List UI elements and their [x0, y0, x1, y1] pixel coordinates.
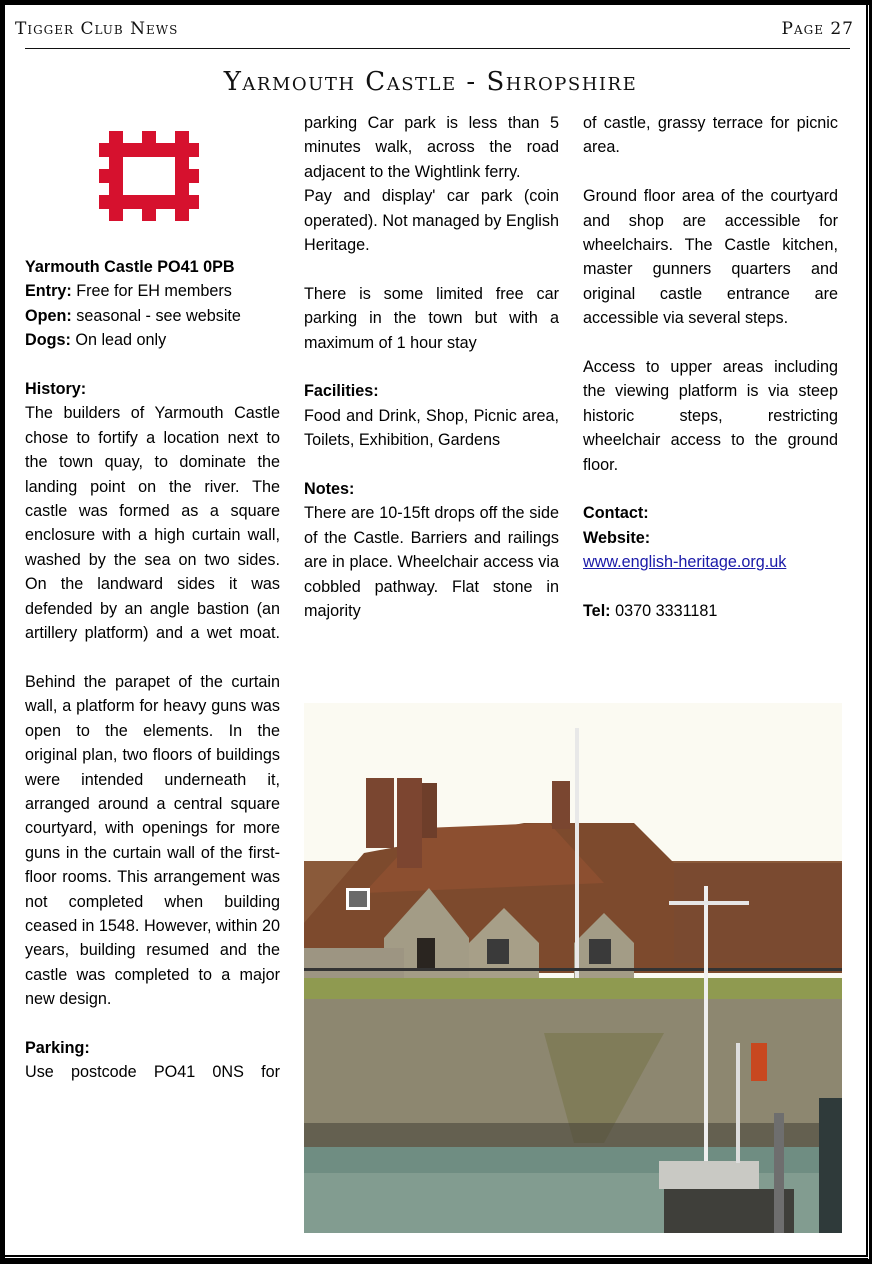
entry-info [25, 279, 280, 303]
parking-paragraph: Use postcode PO41 0NS for [25, 1063, 280, 1082]
notes-paragraph: Access to upper areas including the viewing platform is via steep historic steps, restricting wheelchair access to the ground floor. [583, 358, 838, 474]
notes-paragraph: There are 10-15ft drops off the side of the Castle. Barriers and railings are in place. Wheelchair access via cobbled pathway. Flat stone in majority [304, 504, 559, 621]
website-label: Website: [583, 528, 651, 547]
column-2 [304, 111, 559, 623]
open-label: Open: [25, 306, 72, 325]
history-paragraph: The builders of Yarmouth Castle chose to fortify a location next to the town quay, to dominate the landing point on the river. The castle was formed as a square enclosure with a high curtain wall, washed by the sea on two sides. On the landward sides it was defended by an angle bastion (an artillery platform) and a wet moat. [25, 404, 280, 643]
history-paragraph: Behind the parapet of the curtain wall, a platform for heavy guns was open to the elements. In the original plan, two floors of buildings were intended underneath it, arranged around a central square courtyard, with openings for more guns in the curtain wall of the first-floor rooms. This arrangement was not completed when building ceased in 1548. However, within 20 years, building resumed and the castle was completed to a major new design. [25, 672, 280, 1009]
column-3 [583, 111, 838, 623]
facilities-text: Food and Drink, Shop, Picnic area, Toilets, Exhibition, Gardens [304, 406, 559, 450]
parking-heading: Parking: [25, 1038, 90, 1057]
notes-paragraph: Ground floor area of the courtyard and shop are accessible for wheelchairs. The Castle kitchen, master gunners quarters and original castle entrance are accessible via several steps. [583, 187, 838, 328]
tel-info [583, 599, 838, 623]
notes-paragraph: of castle, grassy terrace for picnic area. [583, 114, 838, 157]
castle-name: Yarmouth Castle PO41 0PB [25, 258, 235, 276]
tel-label: Tel: [583, 602, 611, 621]
castle-photo-image [304, 703, 842, 1233]
page-title: Yarmouth Castle - Shropshire [223, 67, 638, 97]
page-number: Page 27 [781, 19, 854, 39]
parking-paragraph: Pay and display' car park (coin operated). Not managed by English Heritage. [304, 187, 559, 255]
castle-photo [304, 703, 842, 1233]
contact-heading: Contact: [583, 504, 649, 523]
history-heading: History: [25, 380, 87, 399]
english-heritage-logo-icon [99, 131, 199, 221]
column-1 [25, 255, 280, 1085]
entry-value: Free for EH members [71, 282, 232, 301]
website-link[interactable]: www.english-heritage.org.uk [583, 553, 787, 572]
open-value: seasonal - see website [71, 306, 241, 325]
dogs-info [25, 328, 280, 352]
border-rule [5, 1257, 869, 1258]
dogs-label: Dogs: [25, 331, 71, 350]
open-info [25, 304, 280, 328]
header-divider [25, 48, 850, 49]
parking-paragraph: parking Car park is less than 5 minutes walk, across the road adjacent to the Wightlink ferry. [304, 114, 559, 181]
newsletter-name: Tigger Club News [15, 19, 179, 39]
notes-heading: Notes: [304, 480, 355, 499]
dogs-value: On lead only [70, 331, 167, 350]
entry-label: Entry: [25, 282, 72, 301]
border-rule [868, 5, 869, 1259]
facilities-heading: Facilities: [304, 382, 379, 401]
tel-value: 0370 3331181 [610, 602, 718, 621]
parking-paragraph: There is some limited free car parking in the town but with a maximum of 1 hour stay [304, 284, 559, 352]
